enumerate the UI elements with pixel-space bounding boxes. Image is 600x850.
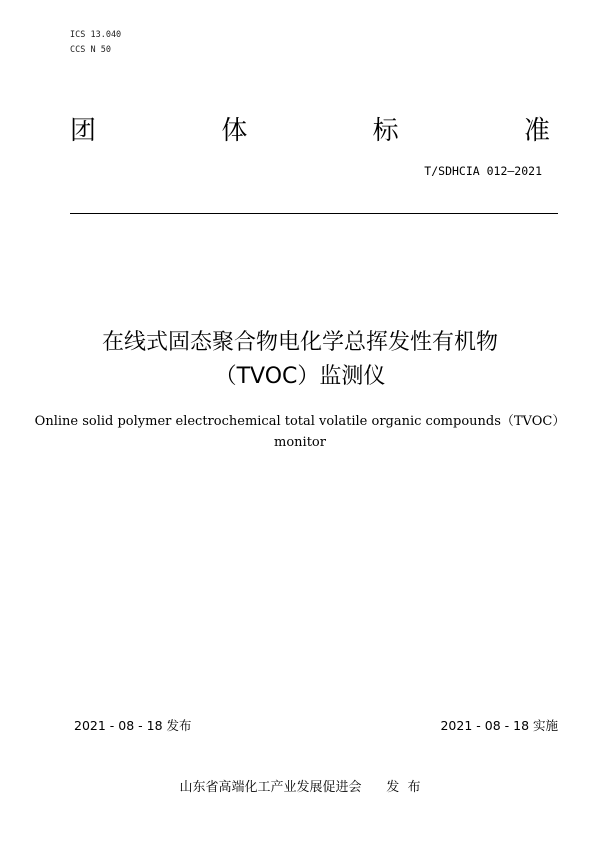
implementation-date: 2021 - 08 - 18 实施: [440, 718, 558, 733]
english-title: [30, 411, 570, 453]
chinese-title-line-1: 在线式固态聚合物电化学总挥发性有机物: [101, 330, 498, 355]
ics-code: ICS 13.040: [70, 30, 122, 40]
heading-char: 准: [523, 116, 550, 146]
header-divider: [70, 213, 558, 214]
standard-number: T/SDHCIA 012—2021: [424, 164, 542, 178]
ccs-code: CCS N 50: [70, 45, 111, 55]
english-title-line-1: Online solid polymer electrochemical total volatile organic compounds（TVOC）: [34, 414, 566, 429]
standard-type-heading: [60, 113, 560, 149]
issuing-organization: 山东省高端化工产业发展促进会 发 布: [179, 780, 421, 795]
chinese-title: [40, 326, 560, 394]
heading-char: 标: [372, 116, 399, 146]
english-title-line-2: monitor: [274, 435, 326, 450]
classification-codes: [70, 28, 121, 58]
publish-date: 2021 - 08 - 18 发布: [74, 718, 192, 733]
chinese-title-line-2: （TVOC）监测仪: [214, 364, 386, 389]
heading-char: 体: [221, 116, 248, 146]
heading-char: 团: [70, 116, 97, 146]
